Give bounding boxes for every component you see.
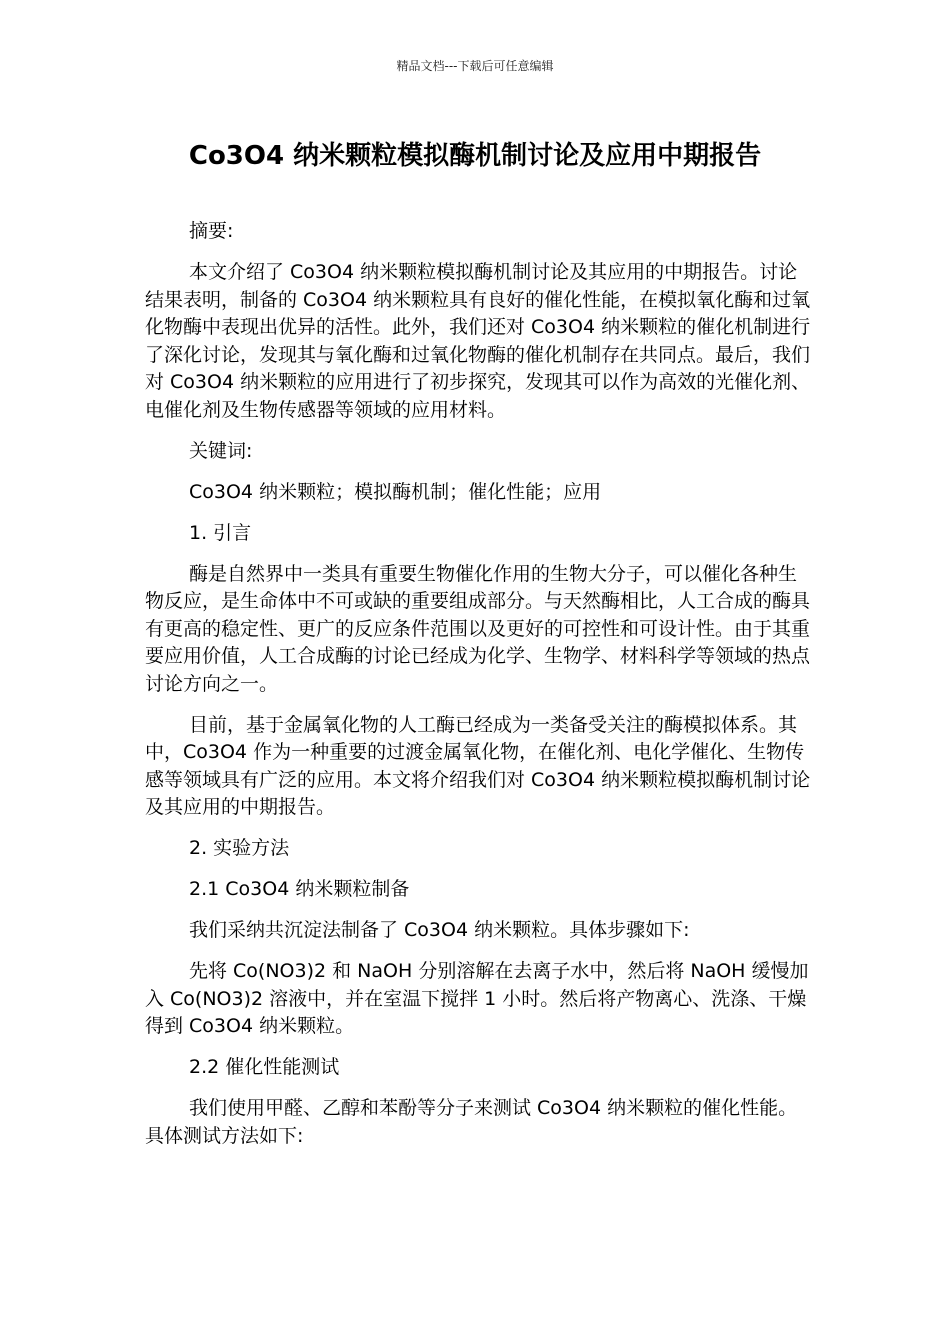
abstract-paragraph: 本文介绍了 Co3O4 纳米颗粒模拟酶机制讨论及其应用的中期报告。讨论结果表明，制备的 Co3O4 纳米颗粒具有良好的催化性能，在模拟氧化酶和过氧化物酶中表现出优异的活性。此外，我们还对 Co3O4 纳米颗粒的催化机制进行了深化讨论，发现其与氧化酶和过氧化物酶的催化机制存在共同点。最后，我们对 Co3O4 纳米颗粒的应用进行了初步探究，发现其可以作为高效的光催化剂、电催化剂及生物传感器等领域的应用材料。 xyxy=(145,261,811,421)
introduction-paragraph-1: 酶是自然界中一类具有重要生物催化作用的生物大分子，可以催化各种生物反应，是生命体中不可或缺的重要组成部分。与天然酶相比，人工合成的酶具有更高的稳定性、更广的反应条件范围以及更好的可控性和可设计性。由于其重要应用价值，人工合成酶的讨论已经成为化学、生物学、材料科学等领域的热点讨论方向之一。 xyxy=(145,562,811,695)
keywords-list: Co3O4 纳米颗粒；模拟酶机制；催化性能；应用 xyxy=(189,480,602,503)
document-body xyxy=(145,218,811,1164)
subsection-heading-catalysis-test: 2.2 催化性能测试 xyxy=(189,1056,340,1078)
catalysis-test-paragraph: 我们使用甲醛、乙醇和苯酚等分子来测试 Co3O4 纳米颗粒的催化性能。具体测试方法如下: xyxy=(145,1097,798,1147)
section-heading-methods: 2. 实验方法 xyxy=(189,837,290,859)
section-heading-introduction: 1. 引言 xyxy=(189,521,252,544)
preparation-intro-paragraph: 我们采纳共沉淀法制备了 Co3O4 纳米颗粒。具体步骤如下: xyxy=(189,919,690,941)
document-title: Co3O4 纳米颗粒模拟酶机制讨论及应用中期报告 xyxy=(188,141,762,171)
page-header-note: 精品文档---下载后可任意编辑 xyxy=(396,59,554,73)
preparation-steps-paragraph: 先将 Co(NO3)2 和 NaOH 分别溶解在去离子水中，然后将 NaOH 缓慢加入 Co(NO3)2 溶液中，并在室温下搅拌 1 小时。然后将产物离心、洗涤、干燥得到 Co3O4 纳米颗粒。 xyxy=(145,960,809,1037)
abstract-heading: 摘要: xyxy=(189,220,234,242)
keywords-heading: 关键词: xyxy=(189,439,253,462)
subsection-heading-preparation: 2.1 Co3O4 纳米颗粒制备 xyxy=(189,878,410,900)
introduction-paragraph-2: 目前，基于金属氧化物的人工酶已经成为一类备受关注的酶模拟体系。其中，Co3O4 作为一种重要的过渡金属氧化物，在催化剂、电化学催化、生物传感等领域具有广泛的应用。本文将介绍我们对 Co3O4 纳米颗粒模拟酶机制讨论及其应用的中期报告。 xyxy=(145,713,811,818)
